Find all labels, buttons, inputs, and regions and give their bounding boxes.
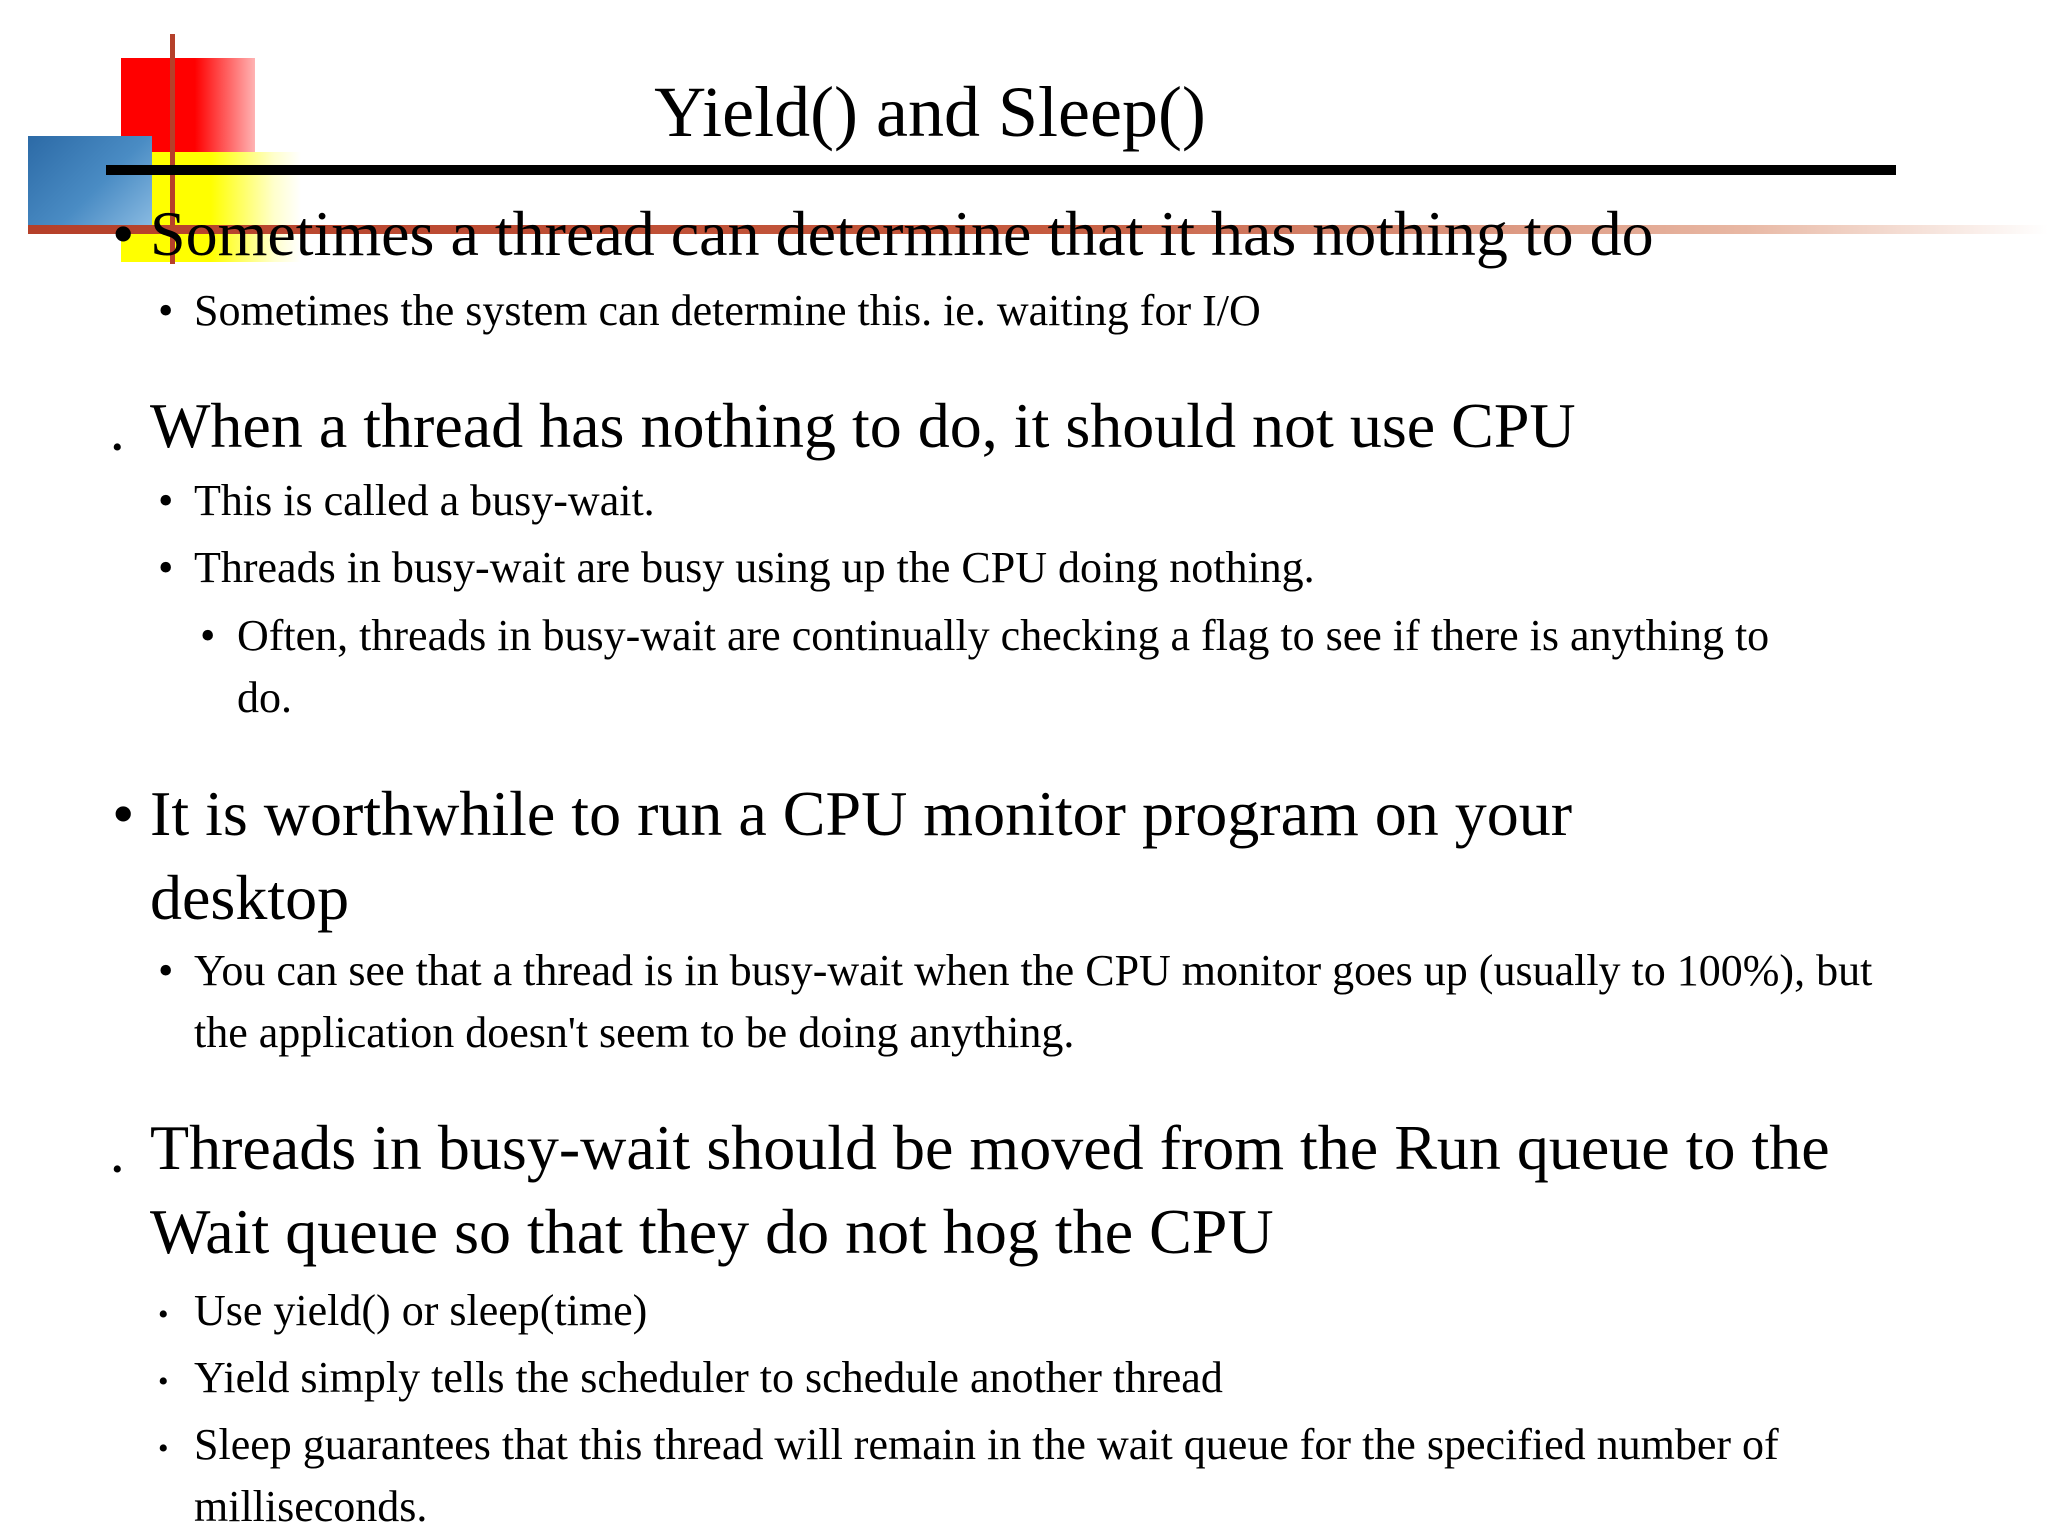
sub-bullet-item — [158, 537, 1858, 599]
sub-bullet-item — [158, 470, 1858, 532]
bullet-marker: • — [158, 1432, 169, 1465]
bullet-marker: • — [158, 476, 174, 525]
bullet-text: Often, threads in busy-wait are continually checking a flag to see if there is anything to do. — [237, 611, 1770, 722]
bullet-item — [112, 192, 1912, 276]
bullet-text: Sometimes the system can determine this. ie. waiting for I/O — [194, 286, 1261, 335]
bullet-text: Use yield() or sleep(time) — [194, 1286, 648, 1335]
bullet-item — [112, 772, 1712, 940]
slide-title — [0, 70, 1860, 154]
sub-bullet-item — [158, 1280, 1858, 1342]
bullet-marker: • — [158, 543, 174, 592]
sub-bullet-item — [158, 280, 1858, 342]
slide-title-text: Yield() and Sleep() — [654, 72, 1206, 152]
bullet-item — [112, 384, 1912, 468]
bullet-marker: • — [112, 778, 135, 849]
title-underline — [106, 165, 1896, 175]
bullet-marker: • — [112, 198, 135, 269]
sub-bullet-item — [158, 940, 1898, 1064]
bullet-text: You can see that a thread is in busy-wait when the CPU monitor goes up (usually to 100%), but the application doesn't seem to be doing anything. — [194, 946, 1873, 1057]
bullet-text: Yield simply tells the scheduler to schedule another thread — [194, 1353, 1223, 1402]
sub-bullet-item — [158, 1414, 1858, 1538]
bullet-marker: • — [112, 431, 123, 464]
sub-sub-bullet-item — [200, 605, 1800, 729]
bullet-marker: • — [158, 286, 174, 335]
bullet-text: Threads in busy-wait are busy using up the CPU doing nothing. — [194, 543, 1315, 592]
bullet-item — [112, 1106, 1872, 1274]
bullet-marker: • — [158, 1365, 169, 1398]
bullet-text: This is called a busy-wait. — [194, 476, 655, 525]
bullet-marker: • — [158, 946, 174, 995]
bullet-marker: • — [112, 1153, 123, 1186]
bullet-text: When a thread has nothing to do, it should not use CPU — [150, 390, 1576, 461]
sub-bullet-item — [158, 1347, 1858, 1409]
bullet-marker: • — [200, 611, 216, 660]
bullet-text: It is worthwhile to run a CPU monitor program on your desktop — [150, 778, 1573, 933]
bullet-marker: • — [158, 1298, 169, 1331]
bullet-text: Sometimes a thread can determine that it has nothing to do — [150, 198, 1654, 269]
bullet-text: Sleep guarantees that this thread will remain in the wait queue for the specified number of milliseconds. — [194, 1420, 1779, 1531]
bullet-text: Threads in busy-wait should be moved from the Run queue to the Wait queue so that they do not hog the CPU — [150, 1112, 1830, 1267]
